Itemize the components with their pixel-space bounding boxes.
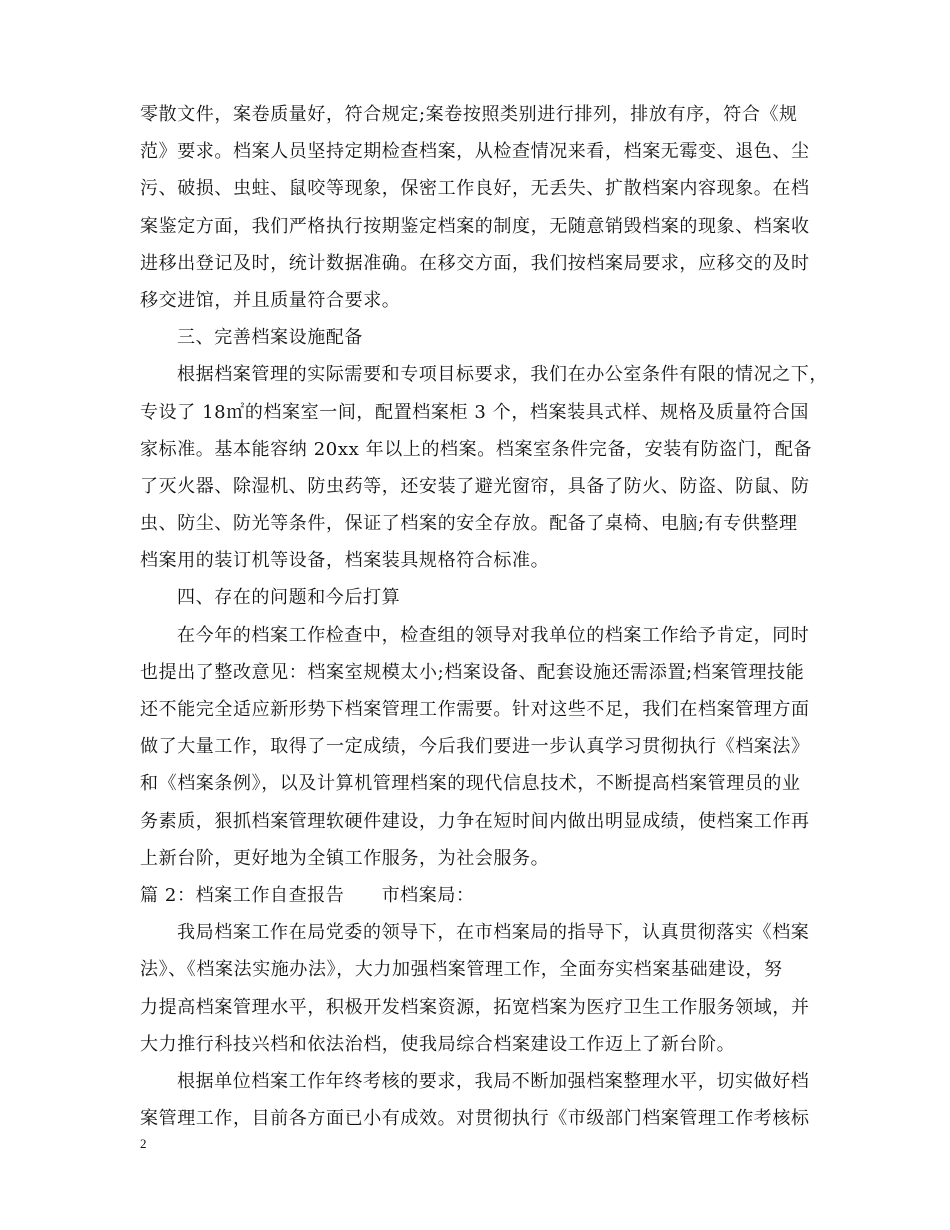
- text-line: 移交进馆，并且质量符合要求。: [140, 289, 401, 311]
- text-line: 上新台阶，更好地为全镇工作服务，为社会服务。: [140, 847, 550, 869]
- text-line: 法》、《档案法实施办法》，大力加强档案管理工作，全面夯实档案基础建设，努: [140, 959, 783, 981]
- text-line: 根据单位档案工作年终考核的要求，我局不断加强档案整理水平，切实做好档: [177, 1070, 810, 1092]
- article-heading: 篇 2：档案工作自查报告 市档案局：: [140, 884, 475, 906]
- text-line: 专设了 18㎡的档案室一间，配置档案柜 3 个，档案装具式样、规格及质量符合国: [140, 401, 809, 423]
- text-line: 案管理工作，目前各方面已小有成效。对贯彻执行《市级部门档案管理工作考核标: [140, 1108, 810, 1130]
- text-line: 力提高档案管理水平，积极开发档案资源，拓宽档案为医疗卫生工作服务领域，并: [140, 996, 810, 1018]
- text-line: 务素质，狠抓档案管理软硬件建设，力争在短时间内做出明显成绩，使档案工作再: [140, 810, 810, 832]
- text-line: 还不能完全适应新形势下档案管理工作需要。针对这些不足，我们在档案管理方面: [140, 699, 810, 720]
- text-line: 也提出了整改意见：档案室规模太小;档案设备、配套设施还需添置;档案管理技能: [140, 661, 805, 683]
- text-line: 污、破损、虫蛀、鼠咬等现象，保密工作良好，无丢失、扩散档案内容现象。在档: [140, 178, 810, 200]
- text-line: 案鉴定方面，我们严格执行按期鉴定档案的制度，无随意销毁档案的现象、档案收: [140, 215, 810, 237]
- text-line: 了灭火器、除湿机、防虫药等，还安装了避光窗帘，具备了防火、防盗、防鼠、防: [140, 475, 810, 497]
- text-line: 范》要求。档案人员坚持定期检查档案，从检查情况来看，档案无霉变、退色、尘: [140, 141, 810, 163]
- section-heading: 四、存在的问题和今后打算: [177, 587, 401, 609]
- text-line: 做了大量工作，取得了一定成绩，今后我们要进一步认真学习贯彻执行《档案法》: [140, 736, 810, 758]
- text-line: 和《档案条例》，以及计算机管理档案的现代信息技术，不断提高档案管理员的业: [140, 773, 801, 795]
- section-heading: 三、完善档案设施配备: [177, 327, 363, 349]
- page-number: 2: [140, 1136, 147, 1151]
- text-line: 家标准。基本能容纳 20xx 年以上的档案。档案室条件完备，安装有防盗门，配备: [140, 438, 813, 460]
- text-line: 档案用的装订机等设备，档案装具规格符合标准。: [140, 550, 550, 572]
- text-line: 大力推行科技兴档和依法治档，使我局综合档案建设工作迈上了新台阶。: [140, 1033, 736, 1055]
- text-line: 我局档案工作在局党委的领导下，在市档案局的指导下，认真贯彻落实《档案: [177, 922, 810, 944]
- text-line: 零散文件，案卷质量好，符合规定;案卷按照类别进行排列，排放有序，符合《规: [140, 104, 798, 125]
- text-line: 进移出登记及时，统计数据准确。在移交方面，我们按档案局要求，应移交的及时: [140, 252, 810, 274]
- text-line: 在今年的档案工作检查中，检查组的领导对我单位的档案工作给予肯定，同时: [177, 624, 810, 646]
- text-line: 根据档案管理的实际需要和专项目标要求，我们在办公室条件有限的情况之下，: [177, 364, 828, 386]
- document-body: [140, 96, 828, 1137]
- text-line: 虫、防尘、防光等条件，保证了档案的安全存放。配备了桌椅、电脑;有专供整理: [140, 513, 798, 535]
